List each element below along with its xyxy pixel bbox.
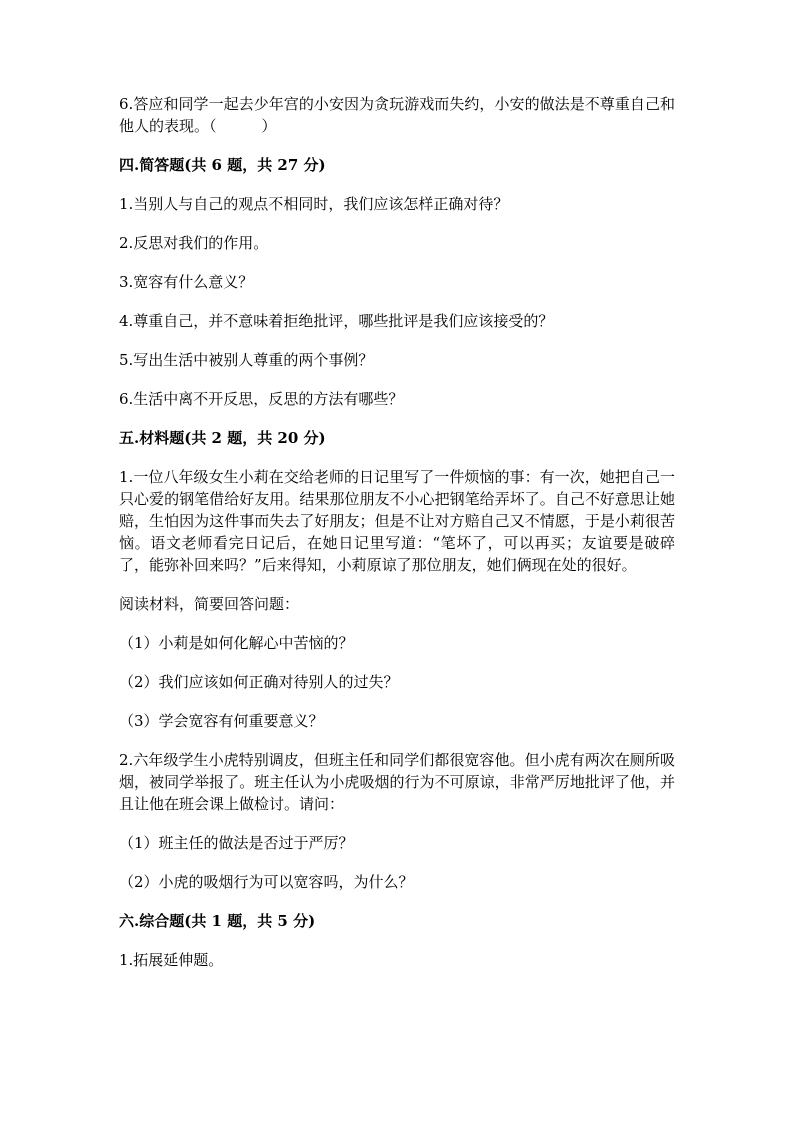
document-page: [119, 93, 675, 971]
comprehensive-question-1: 1.拓展延伸题。: [119, 951, 224, 969]
short-answer-question-6: 6.生活中离不开反思，反思的方法有哪些？: [119, 390, 404, 408]
material-2-text: 2.六年级学生小虎特别调皮，但班主任和同学们都很宽容他。但小虎有两次在厕所吸烟，被同学举报了。班主任认为小虎吸烟的行为不可原谅，非常严厉地批评了他，并且让他在班会课上做检讨。请问：: [119, 751, 675, 813]
material-2-sub-question-2: （2）小虎的吸烟行为可以宽容吗，为什么？: [119, 873, 414, 891]
short-answer-question-1: 1.当别人与自己的观点不相同时，我们应该怎样正确对待？: [119, 195, 509, 213]
short-answer-question-2: 2.反思对我们的作用。: [119, 234, 269, 252]
material-1-sub-question-1: （1）小莉是如何化解心中苦恼的？: [119, 634, 354, 652]
short-answer-question-3: 3.宽容有什么意义？: [119, 273, 254, 291]
tf-question-6: 6.答应和同学一起去少年宫的小安因为贪玩游戏而失约，小安的做法是不尊重自己和他人的表现。（ ）: [119, 95, 675, 135]
material-1-prompt: 阅读材料，简要回答问题：: [119, 595, 300, 613]
material-1-sub-question-3: （3）学会宽容有何重要意义？: [119, 712, 324, 730]
section-heading-material: 五.材料题(共 2 题，共 20 分): [119, 429, 326, 447]
material-1-text: 1.一位八年级女生小莉在交给老师的日记里写了一件烦恼的事：有一次，她把自己一只心爱的钢笔借给好友用。结果那位朋友不小心把钢笔给弄坏了。自己不好意思让她赔，生怕因为这件事而失去了好朋友；但是不让对方赔自己又不情愿，于是小莉很苦恼。语文老师看完日记后，在她日记里写道：“笔坏了，可以再买；友谊要是破碎了，能弥补回来吗？”后来得知，小莉原谅了那位朋友，她们俩现在处的很好。: [119, 468, 675, 574]
short-answer-question-4: 4.尊重自己，并不意味着拒绝批评，哪些批评是我们应该接受的？: [119, 312, 554, 330]
section-heading-short-answer: 四.简答题(共 6 题，共 27 分): [119, 156, 326, 174]
section-heading-comprehensive: 六.综合题(共 1 题，共 5 分): [119, 912, 316, 930]
material-2-sub-question-1: （1）班主任的做法是否过于严厉？: [119, 834, 354, 852]
short-answer-question-5: 5.写出生活中被别人尊重的两个事例？: [119, 351, 374, 369]
material-1-sub-question-2: （2）我们应该如何正确对待别人的过失？: [119, 673, 399, 691]
